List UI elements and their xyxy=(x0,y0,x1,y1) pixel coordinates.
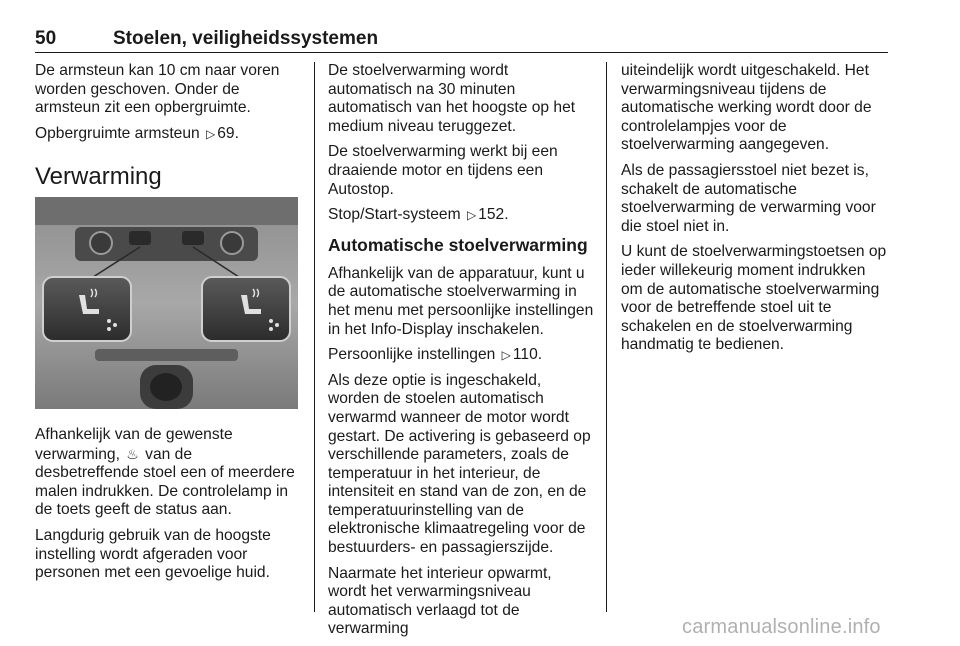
paragraph-personal-settings-ref: Persoonlijke instellingen ▷ 110. xyxy=(328,346,543,364)
heading-verwarming: Verwarming xyxy=(35,163,162,190)
column-divider-1 xyxy=(314,62,315,612)
ref-page[interactable]: 69. xyxy=(217,124,239,142)
paragraph-storage-ref xyxy=(35,125,300,144)
column-1-top xyxy=(35,62,300,150)
column-divider-2 xyxy=(606,62,607,612)
paragraph-auto-reset: De stoelverwarming wordt automatisch na 30 minuten automatisch van het hoogste op het medium niveau teruggezet. xyxy=(328,62,576,135)
paragraph-armrest: De armsteun kan 10 cm naar voren worden geschoven. Onder de armsteun zit een opbergruimte. xyxy=(35,62,280,117)
column-3 xyxy=(621,62,888,362)
paragraph-switch-off: uiteindelijk wordt uitgeschakeld. Het verwarmingsniveau tijdens de automatische werking wordt door de controlelampjes voor de stoelverwarming aangegeven. xyxy=(621,62,872,154)
paragraph-heating-usage: Afhankelijk van de gewenste verwarming, ♨ van de desbetreffende stoel een of meerdere malen indrukken. De controlelamp in de toets geeft de status aan. xyxy=(35,426,295,519)
column-1-bottom xyxy=(35,426,300,590)
paragraph-activation: Als deze optie is ingeschakeld, worden de stoelen automatisch verwarmd wanneer de motor wordt gestart. De activering is gebaseerd op verschillende parameters, zoals de temperatuur in het interieur, de intensiteit en stand van de zon, en de temperatuurinstelling van de elektronische klimaatregeling voor de bestuurders- en passagierszijde. xyxy=(328,371,591,557)
paragraph-engine-running: De stoelverwarming werkt bij een draaiende motor en tijdens een Autostop. xyxy=(328,143,558,198)
page-header xyxy=(35,28,888,52)
heading-auto-seat-heating: Automatische stoelverwarming xyxy=(328,234,588,255)
paragraph-passenger-seat: Als de passagiersstoel niet bezet is, schakelt de automatische stoelverwarming de verwarming voor die stoel niet in. xyxy=(621,161,876,235)
seat-heating-icon: ♨ xyxy=(126,445,139,462)
paragraph-warning: Langdurig gebruik van de hoogste instelling wordt afgeraden voor personen met een gevoelige huid. xyxy=(35,526,271,582)
paragraph-stop-start-ref: Stop/Start-systeem ▷ 152. xyxy=(328,206,509,224)
page-ref-arrow-icon: ▷ xyxy=(466,208,477,223)
ref-page[interactable]: 152. xyxy=(478,206,509,224)
header-rule xyxy=(35,52,888,53)
paragraph-manual-override: U kunt de stoelverwarmingstoetsen op ieder willekeurig moment indrukken om de automatische stoelverwarming voor de betreffende stoel uit te schakelen en de stoelverwarming handmatig te bedienen. xyxy=(621,243,887,354)
page-title: Stoelen, veiligheidssystemen xyxy=(113,28,379,49)
column-2 xyxy=(328,62,594,646)
paragraph-auto-enable: Afhankelijk van de apparatuur, kunt u de automatische stoelverwarming in het menu met persoonlijke instellingen in het Info-Display inschakelen. xyxy=(328,264,594,338)
page-ref-arrow-icon: ▷ xyxy=(206,126,216,141)
ref-text: Opbergruimte armsteun xyxy=(35,124,200,142)
paragraph-warming-down: Naarmate het interieur opwarmt, wordt het verwarmingsniveau automatisch verlaagd tot de verwarming xyxy=(328,564,552,638)
page-ref-arrow-icon: ▷ xyxy=(501,348,511,363)
watermark: carmanualsonline.info xyxy=(682,616,881,638)
page-number: 50 xyxy=(35,28,57,49)
seat-heating-buttons-photo xyxy=(35,197,298,409)
ref-page[interactable]: 110. xyxy=(512,346,543,364)
